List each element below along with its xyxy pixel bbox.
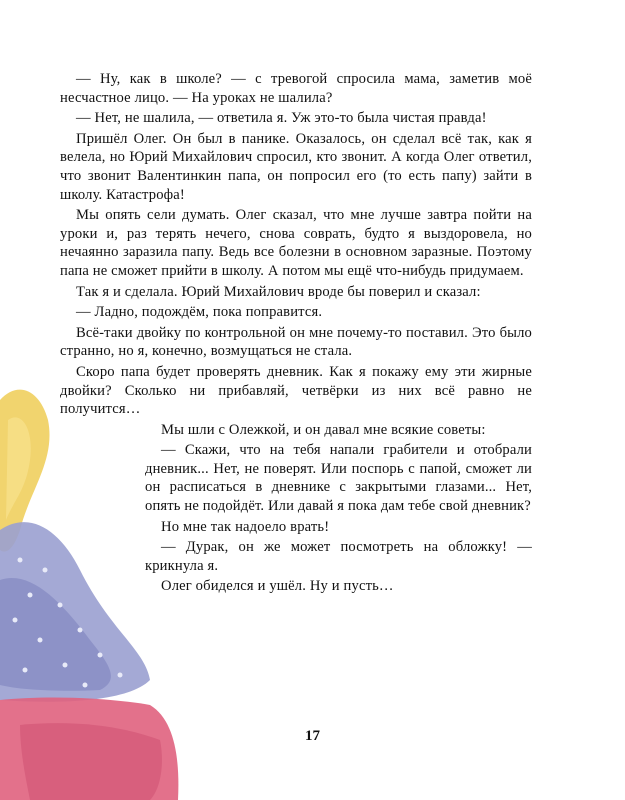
paragraph: — Ну, как в школе? — с тревогой спросила мама, заметив моё несчастное лицо. — На уроках не шалила? <box>60 71 532 106</box>
paragraph: — Ладно, подождём, пока поправится. <box>76 304 323 321</box>
paragraph: Всё-таки двойку по контрольной он мне почему-то поставил. Это было странно, но я, конечно, возмущаться не стала. <box>60 324 532 360</box>
paragraph: Так я и сделала. Юрий Михайлович вроде бы поверил и сказал: <box>76 283 481 300</box>
page-number: 17 <box>305 728 320 744</box>
paragraph: Мы опять сели думать. Олег сказал, что мне лучше завтра пойти на уроки и, раз терять нечего, снова соврать, будто я выздоровела, но нечаянно заразила папу. Ведь все болезни в основном заразные. Поэтому папа не сможет прийти в школу. А потом мы ещё что-нибудь придумаем. <box>60 207 532 279</box>
indented-block <box>145 421 532 596</box>
paragraph: — Скажи, что на тебя напали грабители и отобрали дневник... Нет, не поверят. Или поспорь с папой, сможет ли он расписаться в дневнике с закрытыми глазами... Нет, опять не подойдёт. Или давай я пока дам тебе свой дневник? <box>145 442 532 515</box>
paragraph: Скоро папа будет проверять дневник. Как я покажу ему эти жирные двойки? Сколько ни прибавляй, четвёрки из них всё равно не получится… <box>60 363 532 418</box>
paragraph: — Нет, не шалила, — ответила я. Уж это-то была чистая правда! <box>76 110 487 127</box>
paragraph: — Дурак, он же может посмотреть на обложку! — крикнула я. <box>145 539 532 574</box>
paragraph: Пришёл Олег. Он был в панике. Оказалось, он сделал всё так, как я велела, но Юрий Михайлович спросил, кто звонит. А когда Олег ответил, что звонит Валентинкин папа, он попросил его (то есть папу) зайти в школу. Катастрофа! <box>60 130 532 203</box>
paragraph: Мы шли с Олежкой, и он давал мне всякие советы: <box>161 421 486 438</box>
text-column <box>60 70 532 598</box>
paragraph: Олег обиделся и ушёл. Ну и пусть… <box>161 578 394 595</box>
paragraph: Но мне так надоело врать! <box>161 518 330 535</box>
